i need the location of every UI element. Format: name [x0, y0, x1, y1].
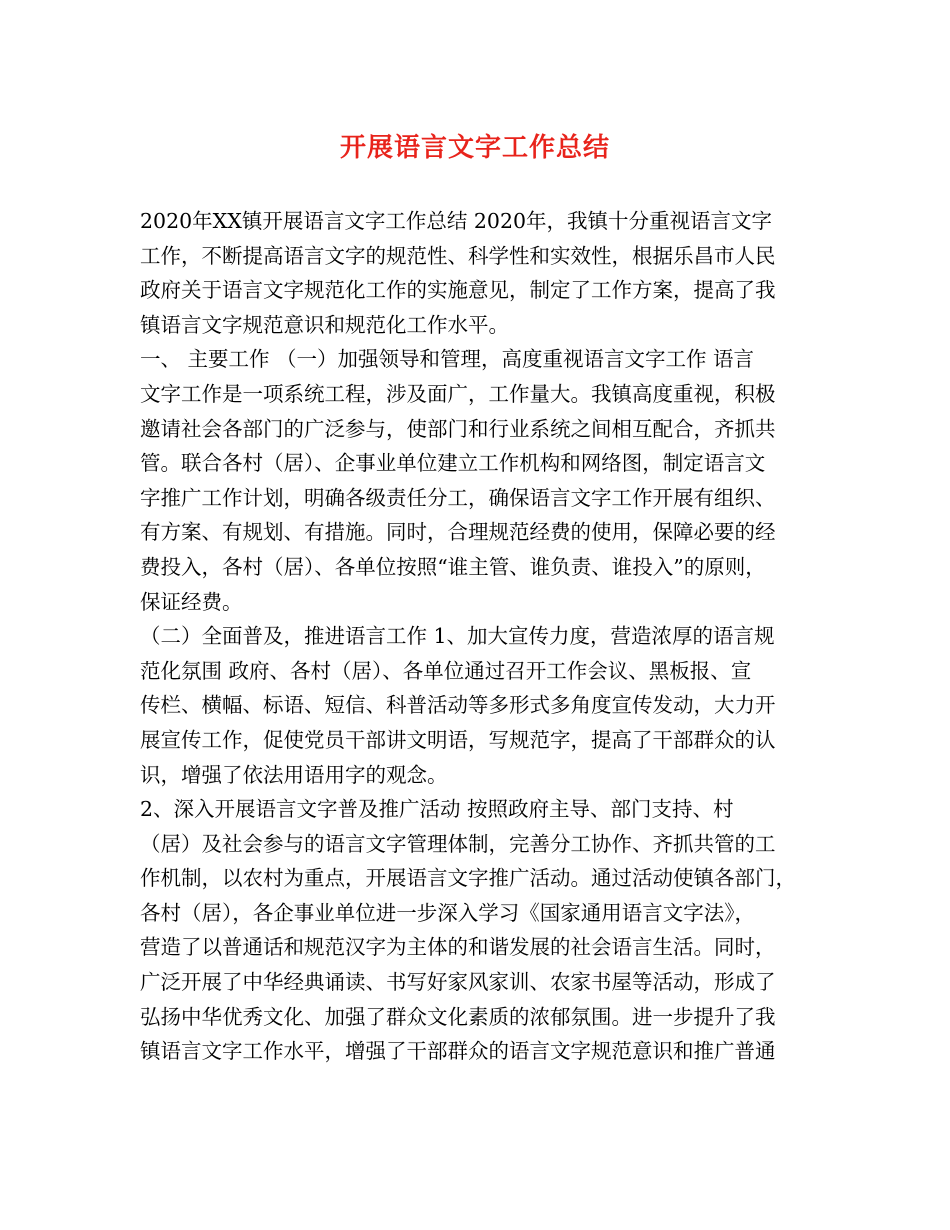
- text-line: 字推广工作计划，明确各级责任分工，确保语言文字工作开展有组织、: [140, 485, 776, 510]
- text-line: 文字工作是一项系统工程，涉及面广，工作量大。我镇高度重视，积极: [140, 381, 776, 406]
- text-line: 各村（居），各企事业单位进一步深入学习《国家通用语言文字法》，: [140, 900, 755, 925]
- document-body: [140, 204, 830, 1069]
- text-line: 作机制，以农村为重点，开展语言文字推广活动。通过活动使镇各部门，: [140, 866, 796, 891]
- text-line: 镇语言文字规范意识和规范化工作水平。: [140, 312, 509, 337]
- text-line: 广泛开展了中华经典诵读、书写好家风家训、农家书屋等活动，形成了: [140, 970, 776, 995]
- text-line: （居）及社会参与的语言文字管理体制，完善分工协作、齐抓共管的工: [140, 831, 776, 856]
- text-line: 一、 主要工作 （一）加强领导和管理，高度重视语言文字工作 语言: [140, 347, 755, 372]
- text-line: 识，增强了依法用语用字的观念。: [140, 762, 448, 787]
- text-line: （二）全面普及，推进语言工作 1、加大宣传力度，营造浓厚的语言规: [140, 624, 775, 649]
- text-line: 费投入，各村（居）、各单位按照“谁主管、谁负责、谁投入”的原则，: [140, 554, 766, 579]
- text-line: 管。联合各村（居）、企事业单位建立工作机构和网络图，制定语言文: [140, 451, 766, 476]
- text-line: 工作，不断提高语言文字的规范性、科学性和实效性，根据乐昌市人民: [140, 243, 776, 268]
- text-line: 传栏、横幅、标语、短信、科普活动等多形式多角度宣传发动，大力开: [140, 693, 776, 718]
- text-line: 有方案、有规划、有措施。同时，合理规范经费的使用，保障必要的经: [140, 520, 776, 545]
- text-line: 2、深入开展语言文字普及推广活动 按照政府主导、部门支持、村: [140, 797, 734, 822]
- text-line: 邀请社会各部门的广泛参与，使部门和行业系统之间相互配合，齐抓共: [140, 416, 776, 441]
- text-line: 范化氛围 政府、各村（居）、各单位通过召开工作会议、黑板报、宣: [140, 658, 752, 683]
- text-line: 保证经费。: [140, 589, 243, 614]
- text-line: 展宣传工作，促使党员干部讲文明语，写规范字，提高了干部群众的认: [140, 727, 776, 752]
- text-line: 营造了以普通话和规范汉字为主体的和谐发展的社会语言生活。同时，: [140, 935, 776, 960]
- text-line: 镇语言文字工作水平，增强了干部群众的语言文字规范意识和推广普通: [140, 1039, 776, 1064]
- text-line: 政府关于语言文字规范化工作的实施意见，制定了工作方案，提高了我: [140, 278, 776, 303]
- document-title: 开展语言文字工作总结: [339, 133, 610, 163]
- text-line: 弘扬中华优秀文化、加强了群众文化素质的浓郁氛围。进一步提升了我: [140, 1004, 776, 1029]
- text-line: 2020年XX镇开展语言文字工作总结 2020年，我镇十分重视语言文字: [140, 209, 773, 233]
